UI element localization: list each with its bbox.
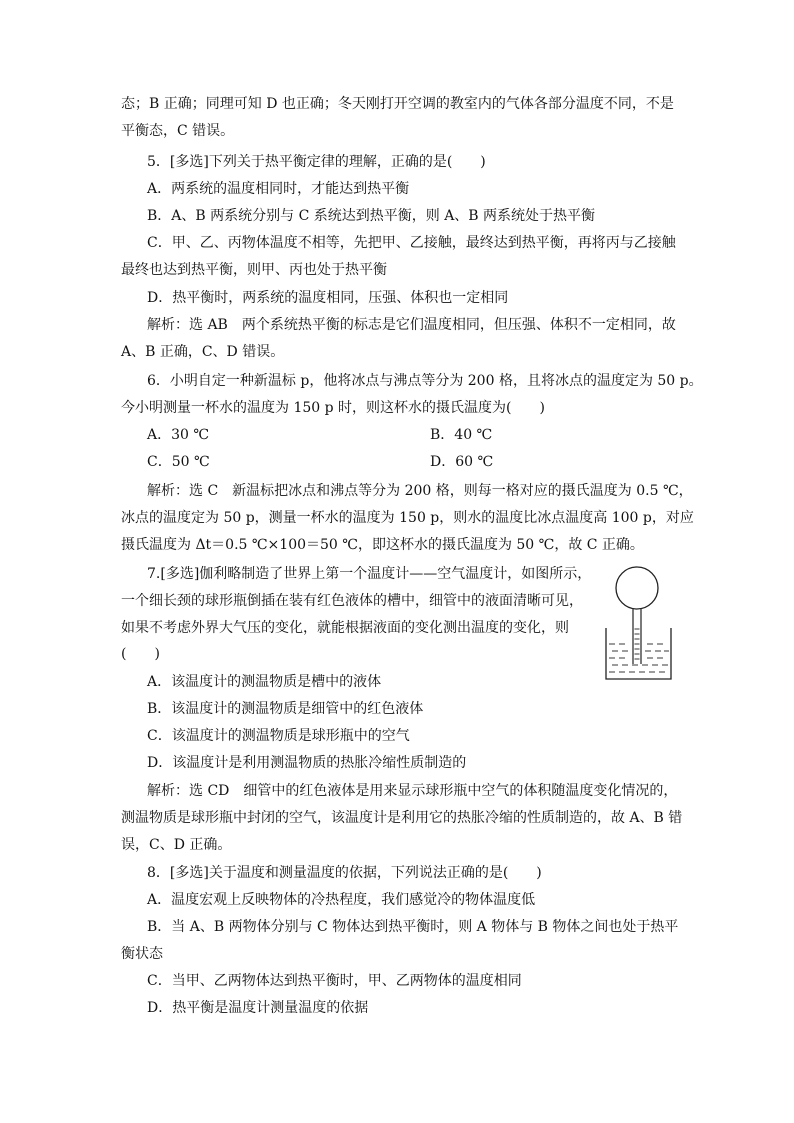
question-7-option-b: B．该温度计的测温物质是细管中的红色液体 (147, 701, 424, 717)
text-line: 平衡态，C 错误。 (121, 123, 235, 139)
question-7-option-c: C．该温度计的测温物质是球形瓶中的空气 (147, 728, 410, 744)
liquid-trough (606, 628, 671, 679)
question-6-option-d: D．60 ℃ (430, 454, 494, 470)
question-8-option-b-cont: 衡状态 (121, 946, 163, 962)
question-5-option-c-cont: 最终也达到热平衡，则甲、丙也处于热平衡 (121, 262, 387, 278)
question-7-stem-cont: ( ) (121, 646, 160, 662)
question-7-option-a: A．该温度计的测温物质是槽中的液体 (147, 674, 382, 690)
question-7-solution: 解析：选 CD 细管中的红色液体是用来显示球形瓶中空气的体积随温度变化情况的， (147, 783, 678, 799)
question-6-solution-cont: 冰点的温度定为 50 p，测量一杯水的温度为 150 p，则水的温度比冰点温度高 100 p，对应 (121, 510, 694, 526)
question-8-option-b: B．当 A、B 两物体分别与 C 物体达到热平衡时，则 A 物体与 B 物体之间也处于热平 (147, 919, 679, 935)
question-5-option-a: A．两系统的温度相同时，才能达到热平衡 (147, 181, 410, 197)
question-7-stem-cont: 一个细长颈的球形瓶倒插在装有红色液体的槽中，细管中的液面清晰可见， (121, 593, 583, 609)
question-6-solution-cont: 摄氏温度为 Δt＝0.5 ℃×100＝50 ℃，即这杯水的摄氏温度为 50 ℃，故 C 正确。 (121, 537, 644, 553)
question-6-option-c: C．50 ℃ (147, 454, 210, 470)
question-5-option-d: D．热平衡时，两系统的温度相同，压强、体积也一定相同 (147, 290, 509, 306)
question-5-option-b: B．A、B 两系统分别与 C 系统达到热平衡，则 A、B 两系统处于热平衡 (147, 208, 596, 224)
question-7-stem-cont: 如果不考虑外界大气压的变化，就能根据液面的变化测出温度的变化，则 (121, 620, 569, 636)
text-line: 态；B 正确；同理可知 D 也正确；冬天刚打开空调的教室内的气体各部分温度不同，不是 (121, 96, 674, 112)
question-7-solution-cont: 误，C、D 正确。 (121, 837, 232, 853)
question-5-solution: 解析：选 AB 两个系统热平衡的标志是它们温度相同，但压强、体积不一定相同，故 (147, 317, 676, 333)
question-5-option-c: C．甲、乙、丙物体温度不相等，先把甲、乙接触，最终达到热平衡，再将丙与乙接触 (147, 235, 676, 251)
question-6-stem-cont: 今小明测量一杯水的温度为 150 p 时，则这杯水的摄氏温度为( ) (121, 400, 545, 416)
question-7-stem: 7.[多选]伽利略制造了世界上第一个温度计——空气温度计，如图所示， (147, 566, 592, 582)
question-5-solution-cont: A、B 正确，C、D 错误。 (121, 344, 285, 360)
question-8-stem: 8．[多选]关于温度和测量温度的依据，下列说法正确的是( ) (147, 865, 542, 881)
question-6-option-a: A．30 ℃ (147, 427, 210, 443)
question-8-option-d: D．热平衡是温度计测量温度的依据 (147, 1000, 369, 1016)
question-6-stem: 6．小明自定一种新温标 p，他将冰点与沸点等分为 200 格，且将冰点的温度定为 50 p。 (147, 373, 703, 389)
question-7-solution-cont: 测温物质是球形瓶中封闭的空气，该温度计是利用它的热胀冷缩的性质制造的，故 A、B 错 (121, 810, 683, 826)
bulb-flask (616, 567, 658, 609)
air-thermometer-figure (603, 566, 675, 682)
question-6-solution: 解析：选 C 新温标把冰点和沸点等分为 200 格，则每一格对应的摄氏温度为 0.5 ℃， (147, 483, 693, 499)
question-6-option-b: B．40 ℃ (430, 427, 493, 443)
question-8-option-c: C．当甲、乙两物体达到热平衡时，甲、乙两物体的温度相同 (147, 973, 522, 989)
tube-liquid (635, 629, 640, 659)
question-8-option-a: A．温度宏观上反映物体的冷热程度，我们感觉冷的物体温度低 (147, 892, 536, 908)
question-5-stem: 5．[多选]下列关于热平衡定律的理解，正确的是( ) (147, 154, 486, 170)
trough-liquid (609, 644, 669, 672)
question-7-option-d: D．该温度计是利用测温物质的热胀冷缩性质制造的 (147, 755, 467, 771)
